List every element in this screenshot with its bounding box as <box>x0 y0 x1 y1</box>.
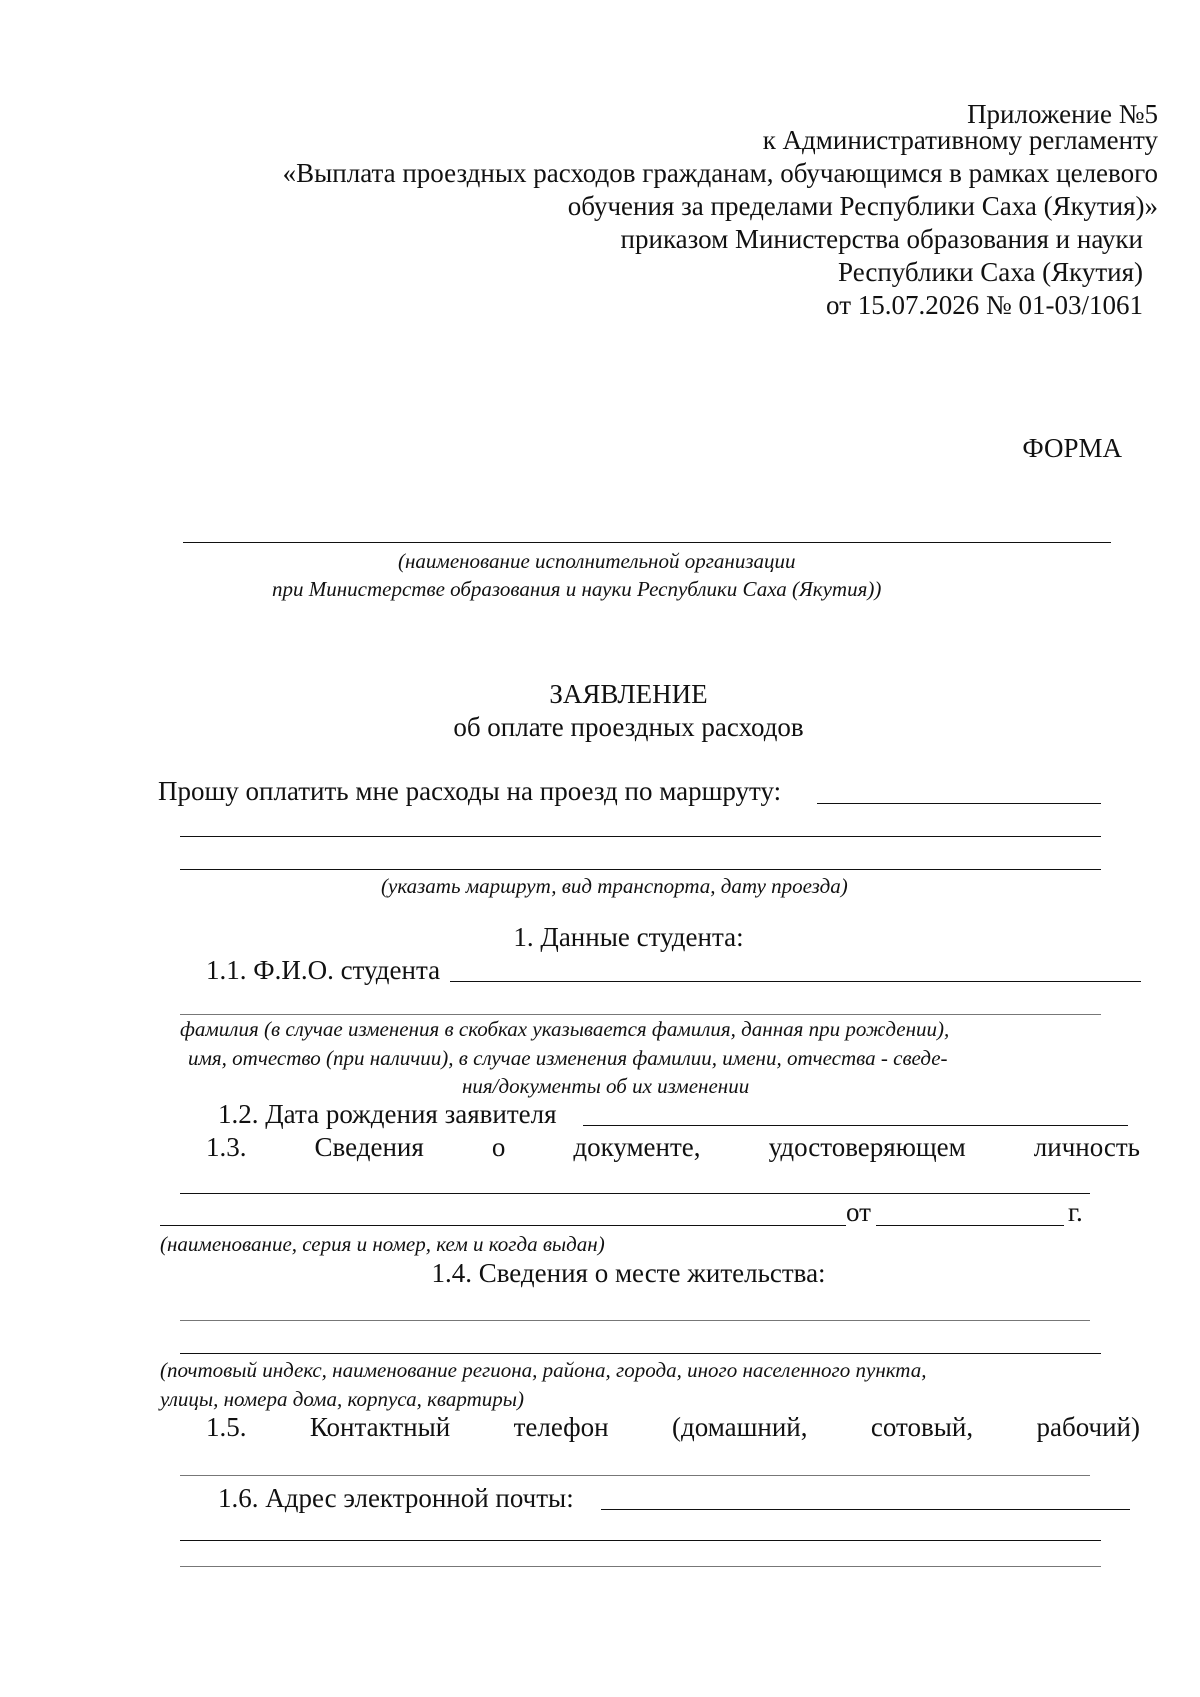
id-doc-field-2[interactable] <box>160 1225 846 1226</box>
route-field-1[interactable] <box>817 803 1101 804</box>
phone-word-5: сотовый, <box>870 1412 974 1442</box>
phone-word-3: телефон <box>513 1412 609 1442</box>
id-year-suffix: г. <box>1068 1197 1083 1227</box>
dob-field[interactable] <box>583 1125 1128 1126</box>
regulation-ref: к Административному регламенту <box>762 125 1158 155</box>
fio-field-1[interactable] <box>450 981 1141 982</box>
residence-hint-line1: (почтовый индекс, наименование региона, района, города, иного населенного пункта, <box>160 1358 927 1382</box>
order-date-number: от 15.07.2026 № 01-03/1061 <box>826 290 1143 320</box>
phone-label <box>206 1411 1140 1443</box>
email-label: 1.6. Адрес электронной почты: <box>218 1483 574 1513</box>
phone-word-2: Контактный <box>309 1412 451 1442</box>
fio-label: 1.1. Ф.И.О. студента <box>206 955 441 985</box>
route-field-2[interactable] <box>180 836 1101 837</box>
phone-word-4: (домашний, <box>672 1412 808 1442</box>
id-doc-field-1[interactable] <box>180 1193 1090 1194</box>
phone-word-1: 1.5. <box>206 1412 247 1442</box>
route-label: Прошу оплатить мне расходы на проезд по маршруту: <box>158 776 782 806</box>
form-label: ФОРМА <box>1022 433 1122 463</box>
residence-field-1[interactable] <box>180 1320 1090 1321</box>
dob-label: 1.2. Дата рождения заявителя <box>218 1099 557 1129</box>
phone-word-6: рабочий) <box>1036 1412 1140 1442</box>
email-field-3[interactable] <box>180 1566 1101 1567</box>
id-issued-from: от <box>846 1197 871 1227</box>
id-word-4: документе, <box>573 1132 701 1162</box>
email-field-1[interactable] <box>601 1509 1130 1510</box>
fio-hint-line2: имя, отчество (при наличии), в случае изменения фамилии, имени, отчества - сведе- <box>188 1046 948 1070</box>
document-subtitle: об оплате проездных расходов <box>453 712 804 742</box>
id-word-3: о <box>491 1132 506 1162</box>
document-title: ЗАЯВЛЕНИЕ <box>549 679 708 709</box>
org-hint-line1: (наименование исполнительной организации <box>398 549 796 573</box>
id-word-5: удостоверяющем <box>768 1132 966 1162</box>
appendix-number: Приложение №5 <box>967 99 1158 129</box>
id-doc-label <box>206 1131 1140 1163</box>
regulation-title-line1: «Выплата проездных расходов гражданам, обучающимся в рамках целевого <box>282 158 1158 188</box>
fio-field-2[interactable] <box>180 1014 1101 1015</box>
fio-hint-line1: фамилия (в случае изменения в скобках указывается фамилия, данная при рождении), <box>180 1017 950 1041</box>
section1-title: 1. Данные студента: <box>513 922 744 952</box>
id-word-1: 1.3. <box>206 1132 247 1162</box>
id-word-6: личность <box>1033 1132 1140 1162</box>
phone-field[interactable] <box>180 1475 1090 1476</box>
id-doc-hint: (наименование, серия и номер, кем и когда выдан) <box>160 1232 605 1256</box>
org-hint-line2: при Министерстве образования и науки Республики Саха (Якутия)) <box>272 577 882 601</box>
fio-hint-line3: ния/документы об их изменении <box>462 1074 750 1098</box>
email-field-2[interactable] <box>180 1540 1101 1541</box>
order-ref-line1: приказом Министерства образования и науки <box>620 224 1143 254</box>
id-word-2: Сведения <box>314 1132 424 1162</box>
residence-hint-line2: улицы, номера дома, корпуса, квартиры) <box>160 1387 524 1411</box>
route-field-3[interactable] <box>180 869 1101 870</box>
org-name-field[interactable] <box>183 542 1111 543</box>
residence-field-2[interactable] <box>180 1353 1101 1354</box>
order-ref-line2: Республики Саха (Якутия) <box>838 257 1143 287</box>
residence-title: 1.4. Сведения о месте жительства: <box>431 1258 826 1288</box>
regulation-title-line2: обучения за пределами Республики Саха (Якутия)» <box>567 191 1158 221</box>
route-hint: (указать маршрут, вид транспорта, дату проезда) <box>381 874 848 898</box>
id-date-field[interactable] <box>876 1225 1064 1226</box>
